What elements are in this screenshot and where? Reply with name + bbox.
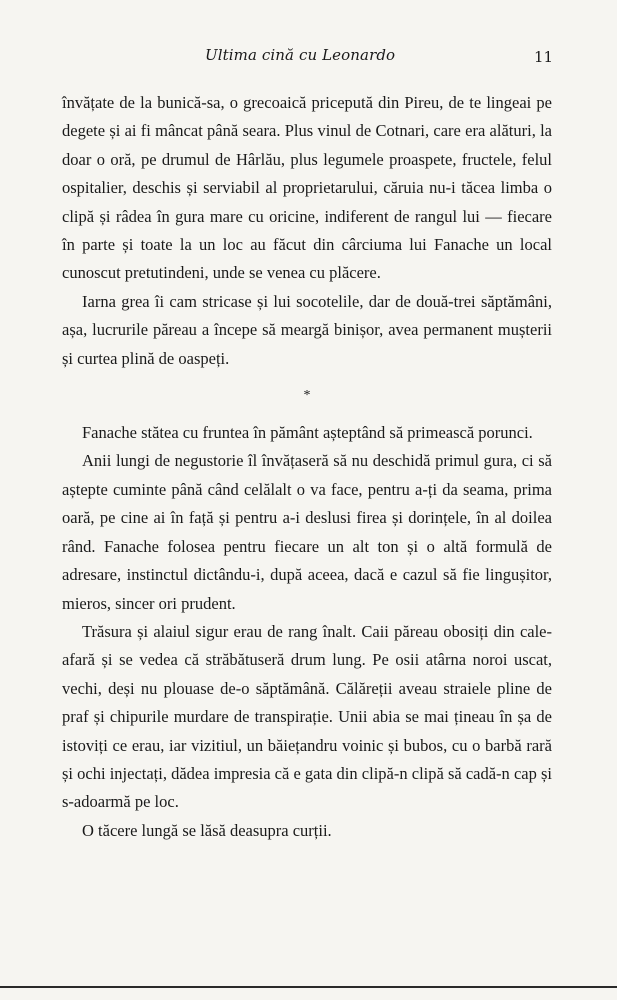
section-separator: * (303, 388, 311, 404)
paragraph-1: învățate de la bunică-sa, o grecoaică pricepută din Pireu, de te lingeai pe degete și ai fi mâncat până seara. Plus vinul de Cotnari, care era alături, la doar o oră, pe drumul de Hârlău, plus legumele proaspete, fructele, felul ospitalier, deschis și serviabil al proprietarului, căruia nu-i tăcea limba o clipă și râdea în gura mare cu oricine, indiferent de rangul lui — fiecare în parte și toate la un loc au făcut din cârciuma lui Fanache un local cunoscut pretutindeni, unde se venea cu plăcere. (62, 93, 552, 283)
paragraph-4: Anii lungi de negustorie îl învățaseră să nu deschidă primul gura, ci să aștepte cuminte până când celălalt o va face, pentru a-ți da seama, prima oară, pe cine ai în față și pentru a-i deslusi firea și dorințele, în al doilea rând. Fanache folosea pentru fiecare un alt ton și o altă formulă de adresare, instinctul dictându-i, după aceea, dacă e cazul să fie lingușitor, mieros, sincer ori prudent. (62, 451, 552, 613)
paragraph-2: Iarna grea îi cam stricase și lui socotelile, dar de două-trei săptămâni, așa, lucrurile păreau a începe să meargă binișor, avea permanent mușterii și curtea plină de oaspeți. (62, 291, 552, 368)
paragraph-5: Trăsura și alaiul sigur erau de rang înalt. Caii păreau obosiți din cale-afară și se vedea că străbătuseră drum lung. Pe osii atârna noroi uscat, vechi, deși nu plouase de-o săptămână. Călăreții aveau straiele pline de praf și chipurile murdare de transpirație. Unii abia se mai țineau în șa de istoviți ce erau, iar vizitiul, un băiețandru voinic și bubos, cu o barbă rară și ochi injectați, dădea impresia că e gata din clipă-n clipă să cadă-n cap și s-adoarmă pe loc. (62, 621, 552, 812)
page-bottom-edge (0, 986, 617, 988)
page-header (0, 46, 617, 70)
running-title: Ultima cină cu Leonardo (205, 46, 396, 64)
paragraph-6: O tăcere lungă se lăsă deasupra curții. (82, 820, 332, 840)
paragraph-3: Fanache stătea cu fruntea în pământ așteptând să primească porunci. (82, 423, 533, 443)
page-number: 11 (534, 48, 554, 66)
page-body (62, 89, 552, 845)
